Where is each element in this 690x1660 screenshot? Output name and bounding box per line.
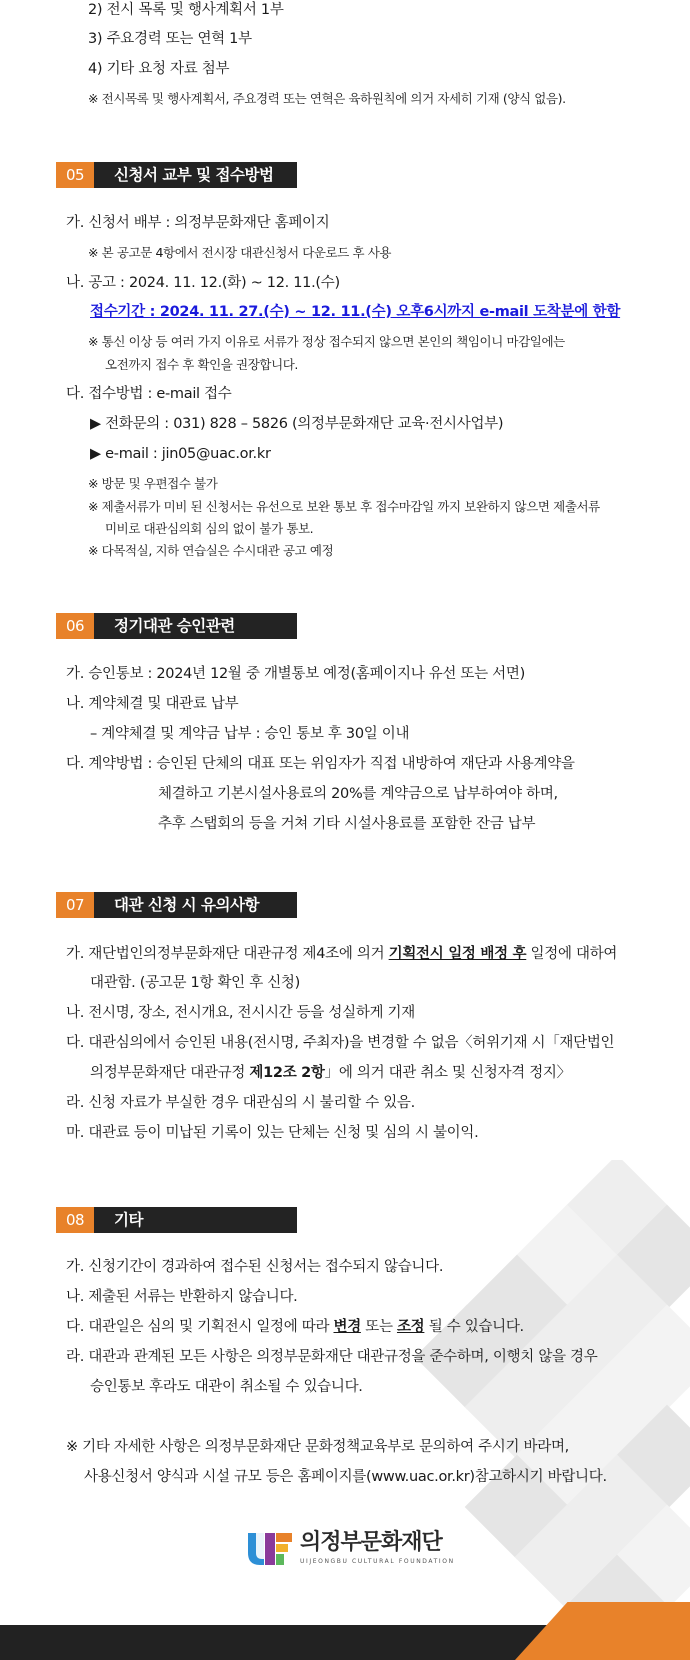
contact-phone: ▶ 전화문의 : 031) 828 – 5826 (의정부문화재단 교육·전시사업부) <box>90 416 504 432</box>
section-05-note-c4: ※ 다목적실, 지하 연습실은 수시대관 공고 예정 <box>88 543 334 558</box>
top-note: ※ 전시목록 및 행사계획서, 주요경력 또는 연혁은 육하원칙에 의거 자세히 기재 (양식 없음). <box>88 91 566 106</box>
section-07-item-a: 가. 재단법인의정부문화재단 대관규정 제4조에 의거 기획전시 일정 배정 후 일정에 대하여 <box>66 946 618 962</box>
section-06-item-b: 나. 계약체결 및 대관료 납부 <box>66 696 239 712</box>
section-title: 대관 신청 시 유의사항 <box>94 892 297 918</box>
section-08-note-1: ※ 기타 자세한 사항은 의정부문화재단 문화정책교육부로 문의하여 주시기 바라며, <box>66 1439 569 1455</box>
section-08-note-2[interactable]: 사용신청서 양식과 시설 규모 등은 홈페이지를(www.uac.or.kr)참고하시기 바랍니다. <box>84 1469 607 1485</box>
section-07-item-c: 다. 대관심의에서 승인된 내용(전시명, 주최자)을 변경할 수 없음〈허위기재 시「재단법인 <box>66 1035 615 1051</box>
section-05-item-c: 다. 접수방법 : e-mail 접수 <box>66 386 232 402</box>
top-item-4: 4) 기타 요청 자료 첨부 <box>88 61 230 77</box>
reception-period: 접수기간 : 2024. 11. 27.(수) ~ 12. 11.(수) 오후6시까지 e-mail 도착분에 한함 <box>90 304 621 320</box>
section-06-item-a: 가. 승인통보 : 2024년 12월 중 개별통보 예정(홈페이지나 유선 또는 서면) <box>66 666 525 682</box>
section-title: 신청서 교부 및 접수방법 <box>94 162 297 188</box>
emphasis-text: 변경 <box>333 1319 361 1335</box>
section-05-item-b: 나. 공고 : 2024. 11. 12.(화) ~ 12. 11.(수) <box>66 275 340 291</box>
section-08-item-c: 다. 대관일은 심의 및 기획전시 일정에 따라 변경 또는 조정 될 수 있습니다. <box>66 1319 524 1335</box>
section-number: 08 <box>56 1207 94 1233</box>
section-07-item-c2: 의정부문화재단 대관규정 제12조 2항」에 의거 대관 취소 및 신청자격 정지〉 <box>90 1065 571 1081</box>
section-05-header <box>56 162 297 188</box>
foundation-logo-text: 의정부문화재단 <box>300 1530 442 1555</box>
section-07-item-b: 나. 전시명, 장소, 전시개요, 전시시간 등을 성실하게 기재 <box>66 1005 415 1021</box>
section-07-header <box>56 892 297 918</box>
emphasis-text: 조정 <box>396 1319 425 1335</box>
section-number: 06 <box>56 613 94 639</box>
top-item-3: 3) 주요경력 또는 연혁 1부 <box>88 31 252 47</box>
section-05-note-a: ※ 본 공고문 4항에서 전시장 대관신청서 다운로드 후 사용 <box>88 245 392 260</box>
foundation-logo <box>246 1529 455 1567</box>
section-08-item-b: 나. 제출된 서류는 반환하지 않습니다. <box>66 1289 298 1305</box>
section-06-header <box>56 613 297 639</box>
emphasis-text: 기획전시 일정 배정 후 <box>388 946 527 962</box>
section-08-item-d2: 승인통보 후라도 대관이 취소될 수 있습니다. <box>90 1379 363 1395</box>
section-07-item-a2: 대관함. (공고문 1항 확인 후 신청) <box>90 975 300 991</box>
section-05-item-a: 가. 신청서 배부 : 의정부문화재단 홈페이지 <box>66 215 330 231</box>
section-number: 05 <box>56 162 94 188</box>
section-05-note-c2: ※ 제출서류가 미비 된 신청서는 유선으로 보완 통보 후 접수마감일 까지 보완하지 않으면 제출서류 <box>88 499 600 514</box>
section-07-item-e: 마. 대관료 등이 미납된 기록이 있는 단체는 신청 및 심의 시 불이익. <box>66 1125 479 1141</box>
top-item-2: 2) 전시 목록 및 행사계획서 1부 <box>88 2 284 18</box>
section-title: 정기대관 승인관련 <box>94 613 297 639</box>
foundation-logo-icon <box>246 1529 296 1567</box>
section-05-note-c3: 미비로 대관심의회 심의 없이 불가 통보. <box>105 521 314 536</box>
section-05-note-c1: ※ 방문 및 우편접수 불가 <box>88 476 218 491</box>
section-05-note-b1: ※ 통신 이상 등 여러 가지 이유로 서류가 정상 접수되지 않으면 본인의 책임이니 마감일에는 <box>88 334 565 349</box>
section-06-item-c: 다. 계약방법 : 승인된 단체의 대표 또는 위임자가 직접 내방하여 재단과 사용계약을 <box>66 756 575 772</box>
foundation-logo-subtext: UIJEONGBU CULTURAL FOUNDATION <box>300 1558 455 1565</box>
emphasis-text: 제12조 2항 <box>249 1065 325 1081</box>
section-06-item-c2: 체결하고 기본시설사용료의 20%를 계약금으로 납부하여야 하며, <box>158 786 558 802</box>
section-number: 07 <box>56 892 94 918</box>
section-06-item-b-sub: – 계약체결 및 계약금 납부 : 승인 통보 후 30일 이내 <box>90 726 410 742</box>
section-08-header <box>56 1207 297 1233</box>
section-06-item-c3: 추후 스탭회의 등을 거쳐 기타 시설사용료를 포함한 잔금 납부 <box>158 816 536 832</box>
section-08-item-d: 라. 대관과 관계된 모든 사항은 의정부문화재단 대관규정을 준수하며, 이행치 않을 경우 <box>66 1349 598 1365</box>
contact-email[interactable]: ▶ e-mail : jin05@uac.or.kr <box>90 446 271 462</box>
section-title: 기타 <box>94 1207 297 1233</box>
section-05-note-b2: 오전까지 접수 후 확인을 권장합니다. <box>105 357 298 372</box>
section-08-item-a: 가. 신청기간이 경과하여 접수된 신청서는 접수되지 않습니다. <box>66 1259 444 1275</box>
section-07-item-d: 라. 신청 자료가 부실한 경우 대관심의 시 불리할 수 있음. <box>66 1095 415 1111</box>
